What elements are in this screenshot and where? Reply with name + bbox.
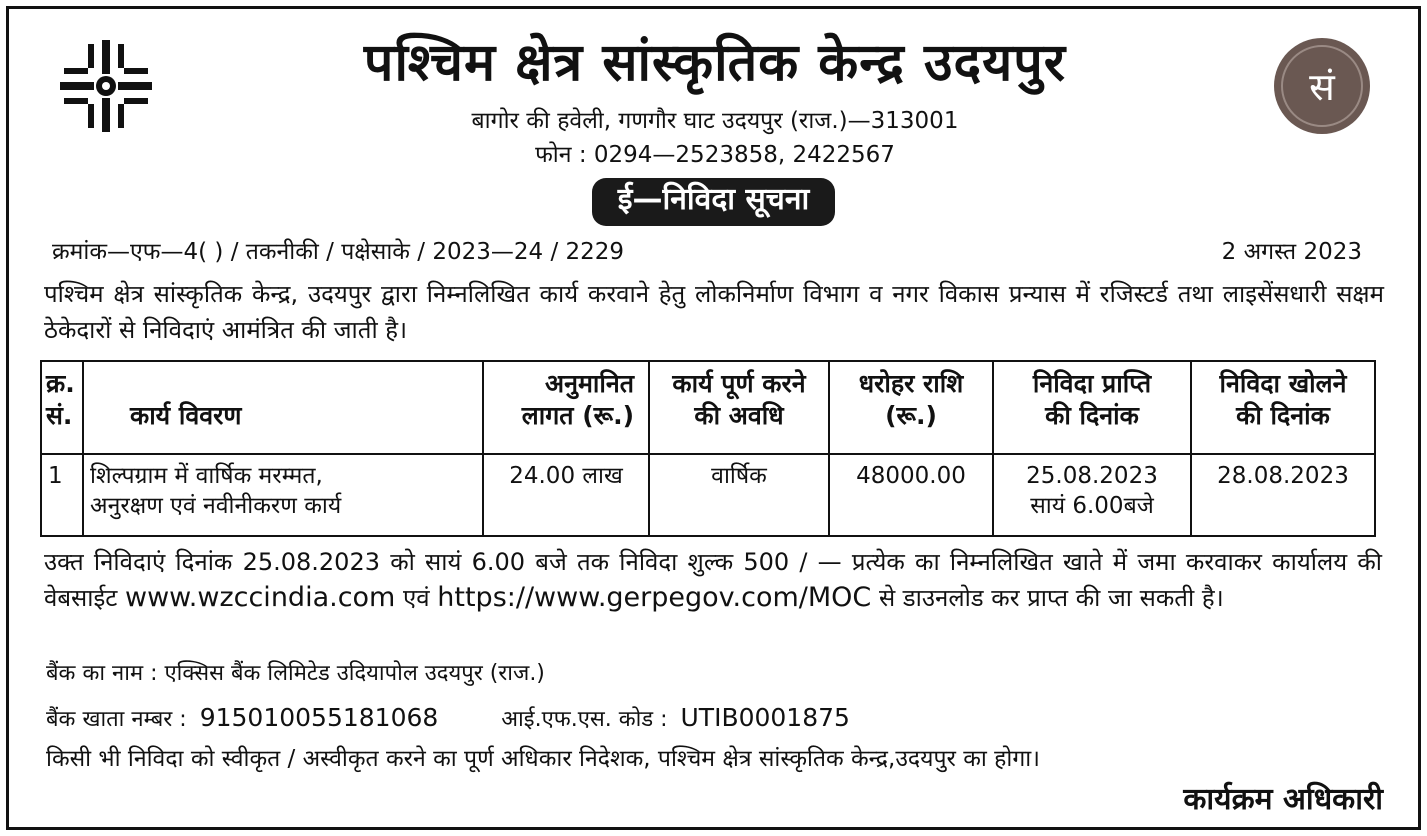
account-label: बैंक खाता नम्बर : bbox=[46, 707, 187, 732]
row-cost: 24.00 लाख bbox=[483, 454, 649, 536]
organization-title: पश्चिम क्षेत्र सांस्कृतिक केन्द्र उदयपुर bbox=[363, 33, 1067, 93]
seal-logo-icon bbox=[1272, 36, 1372, 136]
header-receipt-date: निविदा प्राप्ति की दिनांक bbox=[993, 361, 1191, 454]
ifsc-label: आई.एफ.एस. कोड : bbox=[501, 707, 668, 732]
table-header-row bbox=[41, 361, 1375, 454]
download-paragraph bbox=[44, 544, 1382, 616]
table-row bbox=[41, 454, 1375, 536]
bank-name: बैंक का नाम : एक्सिस बैंक लिमिटेड उदियापोल उदयपुर (राज.) bbox=[46, 661, 545, 686]
website-link-2[interactable]: https://www.gerpegov.com/MOC bbox=[437, 582, 872, 613]
download-conjunction: एवं bbox=[403, 584, 430, 612]
notice-type-badge: ई—निविदा सूचना bbox=[592, 178, 836, 226]
row-description: शिल्पग्राम में वार्षिक मरम्मत, अनुरक्षण एवं नवीनीकरण कार्य bbox=[83, 454, 483, 536]
account-number: 915010055181068 bbox=[199, 703, 439, 732]
intro-paragraph: पश्चिम क्षेत्र सांस्कृतिक केन्द्र, उदयपुर द्वारा निम्नलिखित कार्य करवाने हेतु लोकनिर्माण विभाग व नगर विकास प्रन्यास में रजिस्टर्ड तथा लाइसेंसधारी सक्षम ठेकेदारों से निविदाएं आमंत्रित की जाती है। bbox=[44, 280, 1384, 344]
row-period: वार्षिक bbox=[649, 454, 829, 536]
organization-address: बागोर की हवेली, गणगौर घाट उदयपुर (राज.)—313001 bbox=[471, 108, 959, 134]
header-opening-date: निविदा खोलने की दिनांक bbox=[1191, 361, 1375, 454]
row-opening-date: 28.08.2023 bbox=[1191, 454, 1375, 536]
notice-type-wrapper bbox=[0, 178, 1427, 226]
header-sno: क्र. सं. bbox=[41, 361, 83, 454]
download-text: उक्त निविदाएं दिनांक 25.08.2023 को सायं 6.00 बजे तक निविदा शुल्क 500 / — प्रत्येक का निम्नलिखित खाते में जमा करवाकर कार्यालय की वेबसाईट bbox=[44, 548, 1382, 612]
wzcc-emblem-icon bbox=[58, 38, 154, 134]
bank-account-line bbox=[46, 700, 1246, 738]
signatory: कार्यक्रम अधिकारी bbox=[1183, 782, 1383, 817]
download-text-end: से डाउनलोड कर प्राप्त की जा सकती है। bbox=[878, 584, 1224, 612]
header-period: कार्य पूर्ण करने की अवधि bbox=[649, 361, 829, 454]
notice-date: 2 अगस्त 2023 bbox=[1221, 239, 1362, 265]
rights-statement: किसी भी निविदा को स्वीकृत / अस्वीकृत करने का पूर्ण अधिकार निदेशक, पश्चिम क्षेत्र सांस्कृतिक केन्द्र,उदयपुर का होगा। bbox=[46, 746, 1040, 772]
row-receipt-date: 25.08.2023 सायं 6.00बजे bbox=[993, 454, 1191, 536]
header-cost: अनुमानित लागत (रू.) bbox=[483, 361, 649, 454]
header-description: कार्य विवरण bbox=[83, 361, 483, 454]
seal-letter: सं bbox=[1309, 65, 1335, 109]
reference-number: क्रमांक—एफ—4( ) / तकनीकी / पक्षेसाके / 2023—24 / 2229 bbox=[52, 239, 625, 265]
header-deposit: धरोहर राशि (रू.) bbox=[829, 361, 993, 454]
ifsc-code: UTIB0001875 bbox=[680, 703, 850, 732]
row-deposit: 48000.00 bbox=[829, 454, 993, 536]
website-link-1[interactable]: www.wzccindia.com bbox=[125, 582, 396, 613]
tender-table bbox=[40, 360, 1376, 537]
organization-phone: फोन : 0294—2523858, 2422567 bbox=[535, 142, 895, 168]
row-sno: 1 bbox=[41, 454, 83, 536]
